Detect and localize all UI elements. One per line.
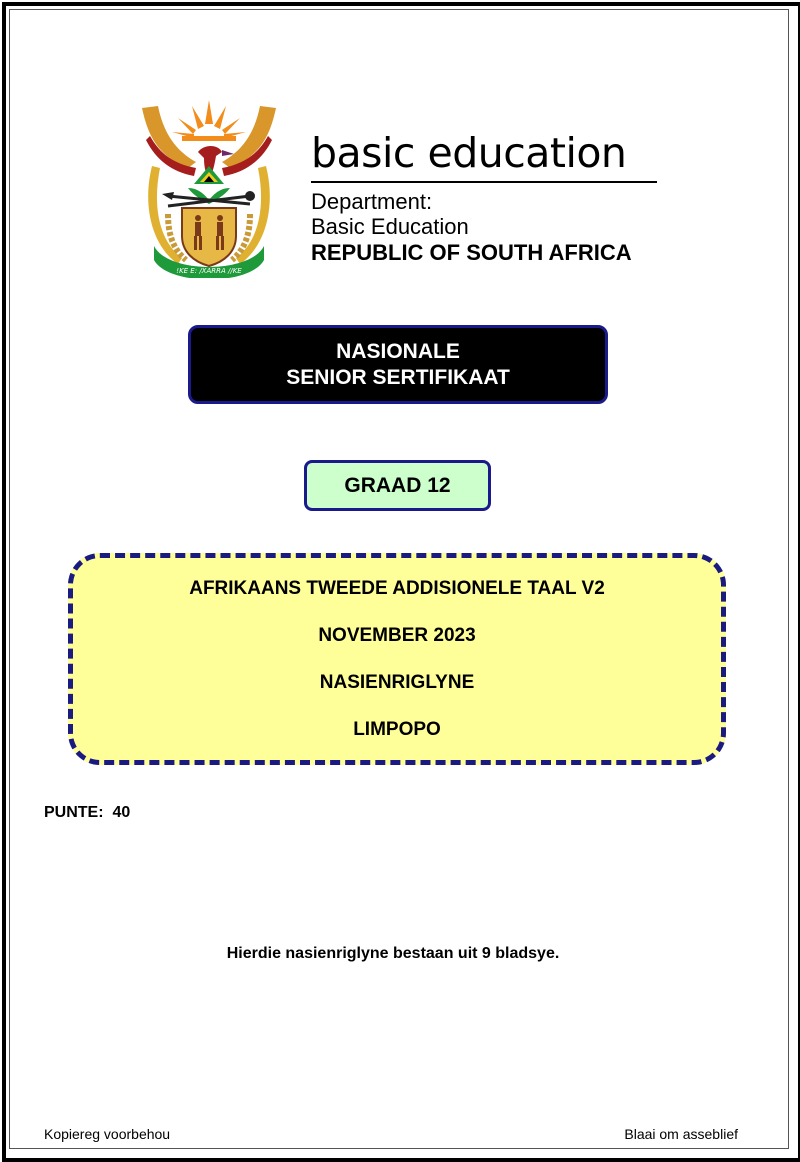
certificate-title-box: [188, 325, 608, 404]
coat-of-arms-icon: [138, 96, 280, 278]
certificate-line-2: SENIOR SERTIFIKAAT: [286, 366, 510, 389]
exam-info-box: [68, 553, 726, 765]
brand-title: basic education: [311, 129, 627, 177]
total-marks: PUNTE: 40: [44, 804, 131, 821]
footer-copyright: Kopiereg voorbehou: [44, 1126, 171, 1142]
exam-session: NOVEMBER 2023: [318, 625, 476, 646]
grade-box: GRAAD 12: [304, 460, 491, 511]
exam-subject: AFRIKAANS TWEEDE ADDISIONELE TAAL V2: [189, 578, 605, 599]
department-name: Basic Education: [311, 214, 469, 239]
exam-province: LIMPOPO: [353, 719, 441, 740]
coat-of-arms-logo: [138, 96, 280, 278]
country-name: REPUBLIC OF SOUTH AFRICA: [311, 240, 632, 265]
page-count-note: Hierdie nasienriglyne bestaan uit 9 bladsye.: [226, 945, 560, 962]
svg-text:!KE E: /XARRA //KE: !KE E: /XARRA //KE: [176, 267, 242, 275]
exam-document-type: NASIENRIGLYNE: [319, 672, 475, 693]
certificate-line-1: NASIONALE: [336, 340, 460, 363]
department-header: [311, 128, 661, 266]
brand-divider: [311, 181, 657, 183]
footer-turn-over: Blaai om asseblief: [624, 1126, 738, 1142]
department-label: Department:: [311, 189, 433, 214]
